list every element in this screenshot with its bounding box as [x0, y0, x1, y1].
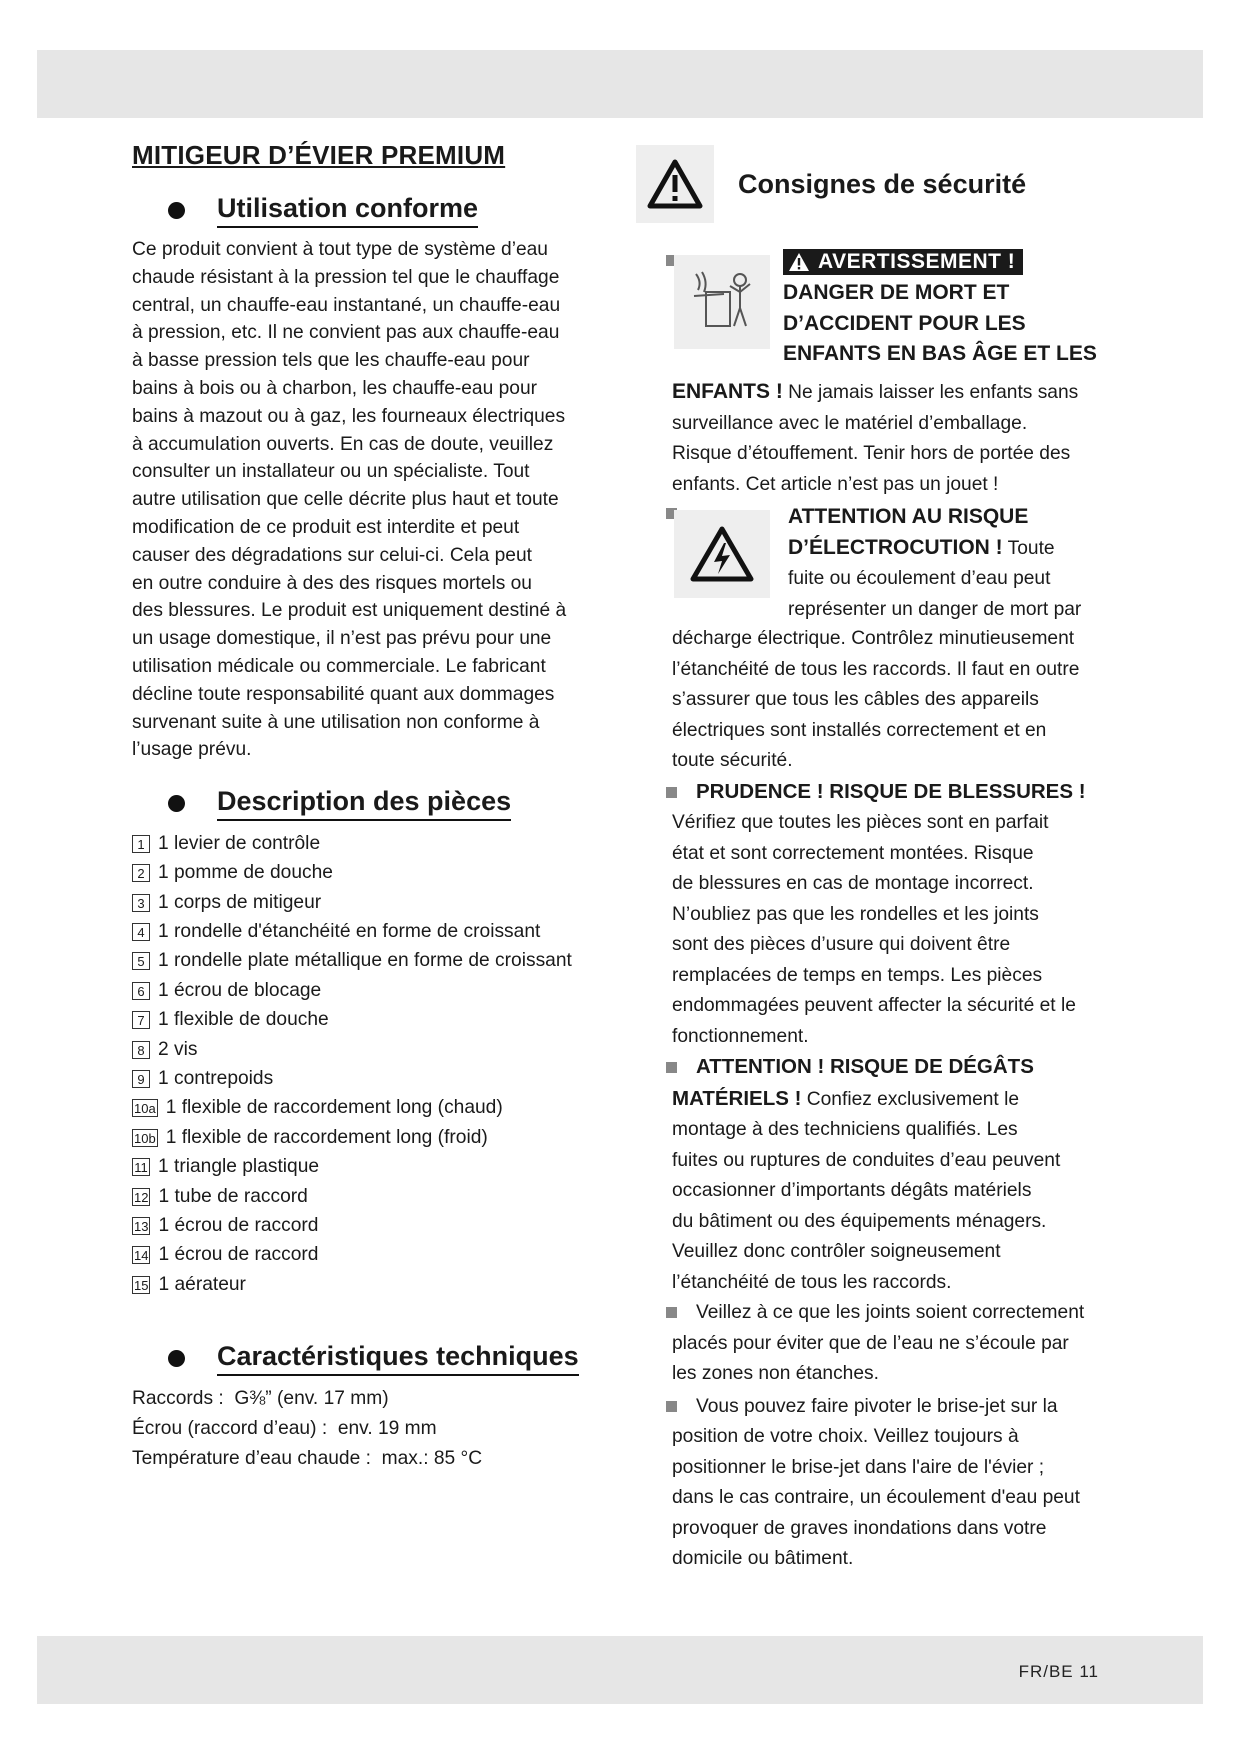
text-line: Vérifiez que toutes les pièces sont en parfait: [672, 812, 1049, 833]
text-line: toute sécurité.: [672, 750, 793, 771]
text-line: les zones non étanches.: [672, 1363, 879, 1384]
text-line: fonctionnement.: [672, 1025, 809, 1047]
text-line: l’usage prévu.: [132, 739, 252, 761]
text-line: N’oubliez pas que les rondelles et les joints: [672, 903, 1039, 925]
part-label: 1 corps de mitigeur: [158, 891, 322, 913]
part-number-badge: 6: [132, 982, 150, 1000]
warning-icon: [788, 252, 810, 272]
spec-label: Raccords :: [132, 1388, 224, 1410]
text-line: utilisation médicale ou commerciale. Le fabricant: [132, 655, 546, 677]
part-item: [132, 888, 622, 917]
electrocution-warning-top: [636, 502, 1106, 624]
part-number-badge: 11: [132, 1158, 150, 1176]
part-number-badge: 9: [132, 1070, 150, 1088]
part-item: [132, 1211, 622, 1240]
text-line: l’étanchéité de tous les raccords. Il faut en outre: [672, 658, 1080, 680]
part-label: 1 triangle plastique: [158, 1156, 320, 1178]
spec-label: Température d’eau chaude :: [132, 1448, 371, 1470]
part-item: [132, 947, 622, 976]
part-number-badge: 15: [134, 1277, 149, 1293]
part-number-badge: 4: [132, 923, 150, 941]
usage-paragraph: [132, 236, 622, 764]
page-number: FR/BE 11: [1018, 1662, 1099, 1681]
electric-hazard-icon: [674, 510, 770, 598]
text-line: bains à mazout ou à gaz, les fourneaux électriques: [132, 405, 566, 427]
text-line: central, un chauffe-eau instantané, un chauffe-eau: [132, 294, 561, 316]
text-line: DANGER DE MORT ET: [783, 281, 1010, 304]
electrocution-warning-body: [672, 624, 1106, 777]
spec-row: [132, 1384, 622, 1414]
part-number-badge: 14: [134, 1248, 149, 1264]
text-line: Risque d’étouffement. Tenir hors de portée des: [672, 443, 1071, 464]
children-warning-heading: [783, 249, 1097, 370]
part-number-badge: 1: [132, 835, 150, 853]
text-line: position de votre choix. Veillez toujours à: [672, 1426, 1019, 1447]
text-line: ENFANTS EN BAS ÂGE ET LES: [783, 342, 1097, 365]
text-line: état et sont correctement montées. Risque: [672, 842, 1034, 864]
part-item: [132, 1152, 622, 1181]
part-label: 2 vis: [158, 1038, 198, 1060]
part-item: [132, 829, 622, 858]
specs-heading-text: Caractéristiques techniques: [217, 1341, 579, 1376]
spec-row: [132, 1444, 622, 1474]
text-line: fuites ou ruptures de conduites d’eau peuvent: [672, 1149, 1061, 1171]
text-line: provoquer de graves inondations dans votre: [672, 1517, 1047, 1539]
text-line: surveillance avec le matériel d’emballage.: [672, 412, 1028, 434]
part-label: 1 flexible de raccordement long (froid): [165, 1126, 488, 1148]
part-number-badge: 12: [134, 1189, 149, 1205]
text-line: consulter un installateur ou un spécialiste. Tout: [132, 461, 530, 483]
text-line: à pression, etc. Il ne convient pas aux chauffe-eau: [132, 322, 560, 344]
electrocution-warning-heading: ATTENTION AU RISQUE D’ÉLECTROCUTION ! Toute fuite ou écoulement d’eau peut représenter un danger de mort par: [788, 502, 1081, 625]
safety-heading: [636, 145, 1106, 223]
parts-list: [132, 829, 622, 1299]
text-line: enfants. Cet article n’est pas un jouet !: [672, 473, 999, 495]
usage-heading: [168, 193, 622, 228]
part-number-badge: 10a: [134, 1101, 156, 1117]
part-number-badge: 7: [132, 1011, 150, 1029]
text-line: bains à bois ou à charbon, les chauffe-eau pour: [132, 377, 537, 399]
spec-row: [132, 1414, 622, 1444]
text-line: s’assurer que tous les câbles des appareils: [672, 689, 1039, 710]
text-line: survenant suite à une utilisation non conforme à: [132, 711, 540, 733]
bullet-square-icon: [666, 1307, 677, 1318]
usage-heading-text: Utilisation conforme: [217, 193, 478, 228]
spec-value: max.: 85 °C: [381, 1448, 483, 1470]
text-line: dans le cas contraire, un écoulement d'eau peut: [672, 1487, 1080, 1508]
text-line: électriques sont installés correctement et en: [672, 719, 1047, 741]
spec-value: env. 19 mm: [337, 1418, 437, 1440]
part-item: [132, 1270, 622, 1299]
part-item: [132, 1123, 622, 1152]
text-line: fuite ou écoulement d’eau peut: [788, 568, 1051, 589]
electrocution-indented-text: [788, 564, 1081, 625]
parts-heading: [168, 786, 622, 821]
part-number-badge: 5: [132, 952, 150, 970]
aerator-note: Vous pouvez faire pivoter le brise-jet sur la position de votre choix. Veillez toujours à positionner le brise-jet dans l'aire de l'évier ; dans le cas contraire, un écoulement d'eau peut provoquer de graves inondations dans votre domicile ou bâtiment.: [666, 1392, 1106, 1575]
seals-note: Veillez à ce que les joints soient correctement placés pour éviter que de l’eau ne s’écoule par les zones non étanches.: [666, 1298, 1106, 1390]
part-item: [132, 1005, 622, 1034]
text-line: en outre conduire à des des risques mortels ou: [132, 572, 532, 594]
bullet-icon: [168, 202, 185, 219]
children-warning-body: ENFANTS ! Ne jamais laisser les enfants sans surveillance avec le matériel d’emballage. Risque d’étouffement. Tenir hors de portée des enfants. Cet article n’est pas un jouet !: [672, 377, 1106, 500]
text-line: autre utilisation que celle décrite plus haut et toute: [132, 489, 559, 511]
text-line: des blessures. Le produit est uniquement destiné à: [132, 600, 567, 622]
bullet-icon: [168, 1350, 185, 1367]
part-number-badge: 10b: [134, 1130, 156, 1146]
part-label: 1 contrepoids: [158, 1067, 274, 1089]
document-title: MITIGEUR D’ÉVIER PREMIUM: [132, 140, 506, 170]
part-number-badge: 13: [134, 1218, 149, 1234]
part-item: [132, 1064, 622, 1093]
part-number-badge: 2: [132, 864, 150, 882]
text-line: montage à des techniciens qualifiés. Les: [672, 1119, 1018, 1140]
text-line: placés pour éviter que de l’eau ne s’écoule par: [672, 1332, 1069, 1354]
text-line: représenter un danger de mort par: [788, 598, 1082, 620]
text-line: un usage domestique, il n’est pas prévu pour une: [132, 628, 552, 650]
part-label: 1 aérateur: [158, 1273, 246, 1295]
right-column: [636, 145, 1106, 1575]
bullet-icon: [168, 795, 185, 812]
text-line: D’ACCIDENT POUR LES: [783, 311, 1026, 335]
text-line: positionner le brise-jet dans l'aire de l'évier ;: [672, 1456, 1045, 1478]
part-item: [132, 1241, 622, 1270]
text-line: de blessures en cas de montage incorrect.: [672, 873, 1034, 894]
bullet-square-icon: [666, 1401, 677, 1412]
specs-list: [132, 1384, 622, 1474]
left-column: [132, 140, 622, 1474]
warning-label: AVERTISSEMENT !: [783, 249, 1023, 275]
bullet-square-icon: [666, 787, 677, 798]
part-number-badge: 3: [132, 894, 150, 912]
bullet-square-icon: [666, 1062, 677, 1073]
part-label: 1 écrou de blocage: [158, 979, 322, 1001]
specs-heading: [168, 1341, 622, 1376]
damage-warning: ATTENTION ! RISQUE DE DÉGÂTS MATÉRIELS ! Confiez exclusivement le montage à des techniciens qualifiés. Les fuites ou ruptures de conduites d’eau peuvent occasionner d’importants dégâts matériels du bâtiment ou des équipements ménagers. Veuillez donc contrôler soigneusement l’étanchéité de tous les raccords.: [666, 1052, 1106, 1298]
part-label: 1 levier de contrôle: [158, 832, 321, 854]
part-label: 1 flexible de raccordement long (chaud): [165, 1097, 503, 1119]
text-line: occasionner d’importants dégâts matériels: [672, 1180, 1032, 1201]
parts-heading-text: Description des pièces: [217, 786, 511, 821]
part-label: 1 tube de raccord: [158, 1185, 308, 1207]
text-line: à basse pression tels que les chauffe-eau pour: [132, 350, 530, 372]
children-warning-top: [636, 249, 1106, 377]
child-with-packaging-icon: [674, 255, 770, 349]
text-line: à accumulation ouverts. En cas de doute, veuillez: [132, 433, 554, 455]
spec-value: G⅜” (env. 17 mm): [234, 1388, 389, 1410]
text-line: du bâtiment ou des équipements ménagers.: [672, 1210, 1047, 1232]
text-line: domicile ou bâtiment.: [672, 1548, 854, 1569]
children-warning-title: [783, 278, 1097, 370]
part-label: 1 rondelle plate métallique en forme de croissant: [158, 950, 572, 972]
part-number-badge: 8: [132, 1041, 150, 1059]
part-label: 1 rondelle d'étanchéité en forme de croissant: [158, 921, 541, 942]
text-line: endommagées peuvent affecter la sécurité et le: [672, 995, 1076, 1016]
part-item: [132, 976, 622, 1005]
warning-triangle-icon: [636, 145, 714, 223]
text-line: chaude résistant à la pression tel que le chauffage: [132, 266, 560, 288]
part-label: 1 écrou de raccord: [158, 1214, 319, 1236]
spec-label: Écrou (raccord d’eau) :: [132, 1418, 328, 1440]
part-label: 1 pomme de douche: [158, 862, 333, 884]
text-line: causer des dégradations sur celui-ci. Cela peut: [132, 544, 532, 566]
text-line: l’étanchéité de tous les raccords.: [672, 1271, 952, 1293]
text-line: sont des pièces d’usure qui doivent être: [672, 934, 1011, 955]
injury-warning: PRUDENCE ! RISQUE DE BLESSURES ! Vérifiez que toutes les pièces sont en parfait état et sont correctement montées. Risque de blessures en cas de montage incorrect. N’oubliez pas que les rondelles et les joints sont des pièces d’usure qui doivent être remplacées de temps en temps. Les pièces endommagées peuvent affecter la sécurité et le fonctionnement.: [666, 777, 1106, 1053]
part-item: [132, 1182, 622, 1211]
part-label: 1 flexible de douche: [158, 1009, 329, 1031]
text-line: décharge électrique. Contrôlez minutieusement: [672, 628, 1075, 649]
text-line: décline toute responsabilité quant aux dommages: [132, 683, 555, 705]
text-line: Ce produit convient à tout type de système d’eau: [132, 239, 548, 260]
part-item: [132, 859, 622, 888]
part-item: [132, 1094, 622, 1123]
safety-heading-text: Consignes de sécurité: [738, 168, 1027, 199]
part-item: [132, 917, 622, 946]
header-band: [37, 50, 1203, 118]
text-line: remplacées de temps en temps. Les pièces: [672, 964, 1043, 986]
part-label: 1 écrou de raccord: [158, 1244, 319, 1266]
part-item: [132, 1035, 622, 1064]
text-line: Veuillez donc contrôler soigneusement: [672, 1241, 1001, 1262]
text-line: modification de ce produit est interdite et peut: [132, 516, 520, 538]
